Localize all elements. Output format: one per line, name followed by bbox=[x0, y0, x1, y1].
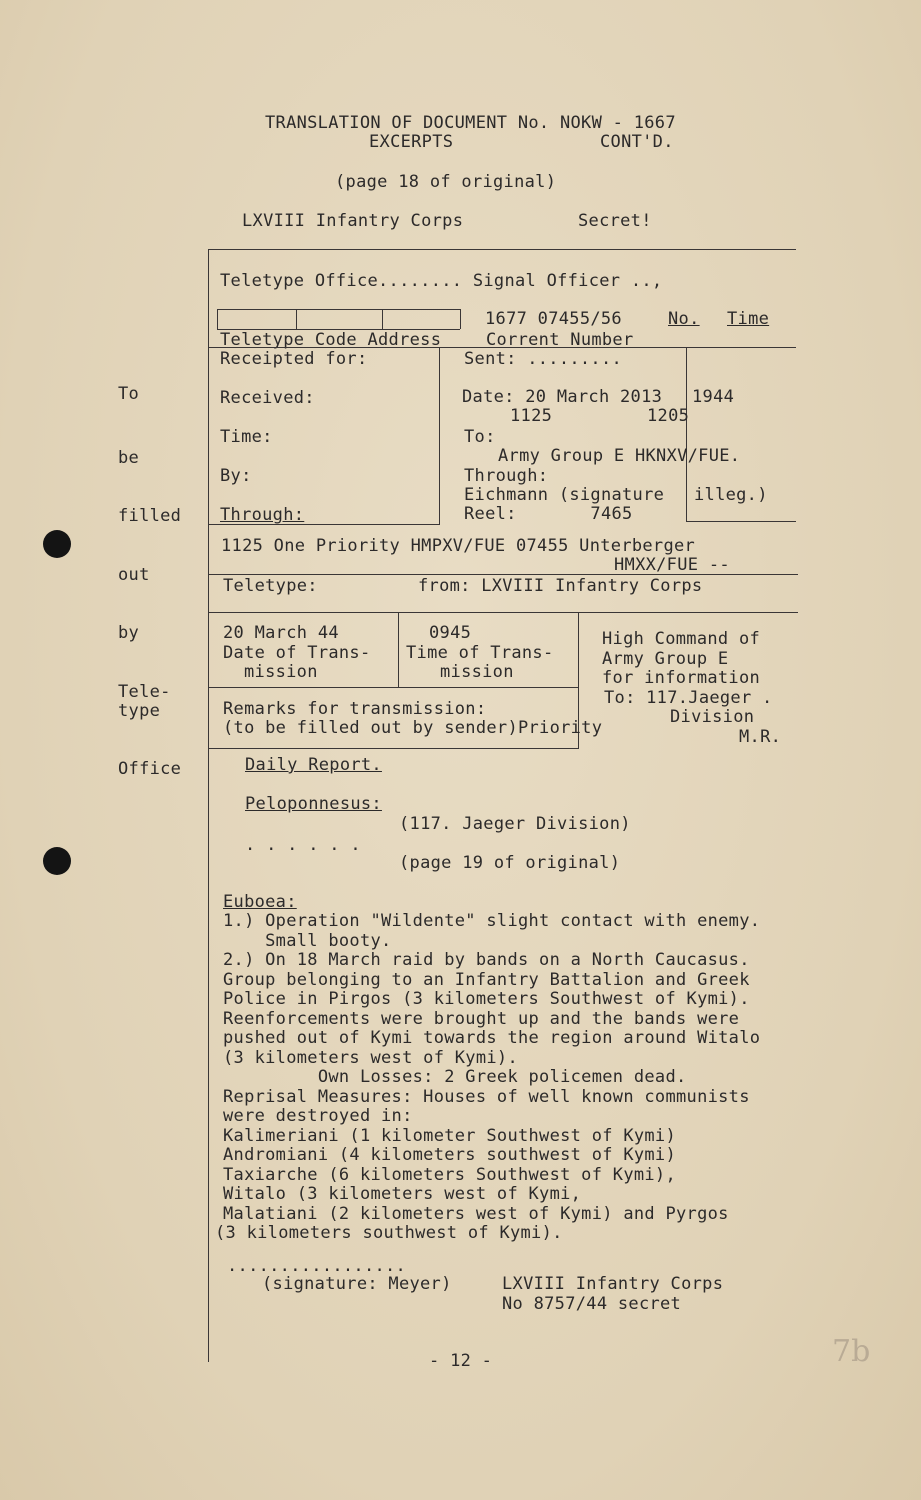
date-field: Date: 20 March 2013 bbox=[462, 387, 663, 407]
teletype-office-line: Teletype Office........ Signal Officer .., bbox=[220, 271, 663, 291]
illegible-note: illeg.) bbox=[694, 485, 768, 505]
current-number-label: Corrent Number bbox=[486, 330, 634, 350]
report-line: Police in Pirgos (3 kilometers Southwest of Kymi). bbox=[223, 989, 750, 1009]
report-line: 2.) On 18 March raid by bands on a North Caucasus. bbox=[223, 950, 750, 970]
excerpts-label: EXCERPTS bbox=[369, 132, 454, 152]
high-command-line-5: Division bbox=[670, 707, 755, 727]
report-line: were destroyed in: bbox=[223, 1106, 413, 1126]
peloponnesus-heading: Peloponnesus: bbox=[245, 794, 382, 814]
report-line: Kalimeriani (1 kilometer Southwest of Kymi) bbox=[223, 1126, 676, 1146]
teletype-rule bbox=[208, 612, 798, 613]
transmission-time-label-1: Time of Trans- bbox=[406, 643, 554, 663]
margin-label-by: by bbox=[118, 623, 140, 643]
report-line: Small booty. bbox=[223, 931, 392, 951]
end-dots: ................. bbox=[227, 1256, 407, 1276]
priority-line: 1125 One Priority HMPXV/FUE 07455 Unterberger bbox=[221, 536, 696, 556]
date-year: 1944 bbox=[692, 387, 735, 407]
report-line: (3 kilometers southwest of Kymi). bbox=[215, 1223, 563, 1243]
high-command-line-2: Army Group E bbox=[602, 649, 729, 669]
time-field-label: Time: bbox=[220, 427, 273, 447]
signature-corps: LXVIII Infantry Corps bbox=[502, 1274, 724, 1294]
transmission-bottom-rule bbox=[208, 748, 579, 749]
punch-hole-bottom bbox=[43, 847, 71, 875]
contd-label: CONT'D. bbox=[600, 132, 674, 152]
to-value: Army Group E HKNXV/FUE. bbox=[498, 446, 741, 466]
transmission-time-value: 0945 bbox=[429, 623, 472, 643]
remarks-line-2: (to be filled out by sender)Priority bbox=[223, 718, 603, 738]
jaeger-division: (117. Jaeger Division) bbox=[399, 814, 631, 834]
high-command-line-6: M.R. bbox=[739, 727, 782, 747]
high-command-line-3: for information bbox=[602, 668, 761, 688]
report-line: Andromiani (4 kilometers southwest of Kymi) bbox=[223, 1145, 676, 1165]
handwritten-mark: 7b bbox=[832, 1334, 871, 1369]
code-address-rule bbox=[208, 347, 796, 348]
transmission-time-label-2: mission bbox=[440, 662, 514, 682]
priority-rule bbox=[208, 574, 798, 575]
reel-field: Reel: 7465 bbox=[464, 504, 633, 524]
through-label-left: Through: bbox=[220, 505, 305, 525]
punch-hole-top bbox=[43, 530, 71, 558]
signature: (signature: Meyer) bbox=[262, 1274, 452, 1294]
no-label: No. bbox=[668, 309, 700, 329]
time-1125: 1125 bbox=[510, 406, 553, 426]
corps-heading: LXVIII Infantry Corps bbox=[242, 211, 464, 231]
signature-number: No 8757/44 secret bbox=[502, 1294, 682, 1314]
teletype-from: from: LXVIII Infantry Corps bbox=[418, 576, 703, 596]
code-box-divider-2 bbox=[382, 309, 383, 329]
sent-label: Sent: ......... bbox=[464, 349, 623, 369]
message-numbers: 1677 07455/56 bbox=[485, 309, 622, 329]
through-value: Eichmann (signature bbox=[464, 485, 665, 505]
receipted-for-label: Receipted for: bbox=[220, 349, 368, 369]
code-box-divider-1 bbox=[296, 309, 297, 329]
euboea-heading: Euboea: bbox=[223, 892, 297, 912]
margin-label-to: To bbox=[118, 384, 140, 404]
report-line: Reenforcements were brought up and the bands were bbox=[223, 1009, 740, 1029]
margin-label-be: be bbox=[118, 448, 140, 468]
page-reference-19: (page 19 of original) bbox=[399, 853, 621, 873]
form-top-rule bbox=[208, 249, 796, 250]
report-line: Reprisal Measures: Houses of well known communists bbox=[223, 1087, 750, 1107]
time-label: Time bbox=[727, 309, 770, 329]
margin-label-office: Office bbox=[118, 759, 182, 779]
received-label: Received: bbox=[220, 388, 315, 408]
priority-sub: HMXX/FUE -- bbox=[614, 555, 730, 575]
page-reference-top: (page 18 of original) bbox=[335, 172, 557, 192]
report-line: Malatiani (2 kilometers west of Kymi) and Pyrgos bbox=[223, 1204, 729, 1224]
remarks-line-1: Remarks for transmission: bbox=[223, 699, 487, 719]
report-line: pushed out of Kymi towards the region around Witalo bbox=[223, 1028, 761, 1048]
margin-label-type: type bbox=[118, 701, 161, 721]
classification: Secret! bbox=[578, 211, 652, 231]
by-label: By: bbox=[220, 466, 252, 486]
time-1205: 1205 bbox=[647, 406, 690, 426]
report-line: 1.) Operation "Wildente" slight contact with enemy. bbox=[223, 911, 761, 931]
report-line: Group belonging to an Infantry Battalion and Greek bbox=[223, 970, 750, 990]
code-box-top bbox=[217, 309, 460, 310]
year-box-bottom bbox=[686, 521, 796, 522]
code-box-divider-3 bbox=[460, 309, 461, 329]
teletype-label: Teletype: bbox=[223, 576, 318, 596]
transmission-date-label-2: mission bbox=[244, 662, 318, 682]
receipt-divider bbox=[439, 347, 440, 524]
code-address-label: Teletype Code Address bbox=[220, 330, 442, 350]
transmission-mid-rule bbox=[208, 687, 579, 688]
transmission-date-value: 20 March 44 bbox=[223, 623, 339, 643]
ellipsis-dots: . . . . . . bbox=[245, 835, 361, 855]
document-title: TRANSLATION OF DOCUMENT No. NOKW - 1667 bbox=[265, 113, 676, 133]
margin-label-filled: filled bbox=[118, 506, 182, 526]
high-command-line-1: High Command of bbox=[602, 629, 761, 649]
report-line: Taxiarche (6 kilometers Southwest of Kymi), bbox=[223, 1165, 676, 1185]
year-box-left bbox=[686, 347, 687, 521]
code-box-divider-0 bbox=[217, 309, 218, 329]
daily-report-heading: Daily Report. bbox=[245, 755, 382, 775]
through-label-right: Through: bbox=[464, 466, 549, 486]
page-number: - 12 - bbox=[429, 1351, 493, 1371]
margin-label-tele: Tele- bbox=[118, 682, 171, 702]
report-line: Witalo (3 kilometers west of Kymi, bbox=[223, 1184, 582, 1204]
report-line: Own Losses: 2 Greek policemen dead. bbox=[223, 1067, 687, 1087]
form-left-border bbox=[208, 249, 209, 1362]
to-label: To: bbox=[464, 427, 496, 447]
report-line: (3 kilometers west of Kymi). bbox=[223, 1048, 518, 1068]
margin-label-out: out bbox=[118, 565, 150, 585]
high-command-line-4: To: 117.Jaeger . bbox=[604, 688, 773, 708]
transmission-date-label-1: Date of Trans- bbox=[223, 643, 371, 663]
transmission-divider-1 bbox=[398, 612, 399, 687]
